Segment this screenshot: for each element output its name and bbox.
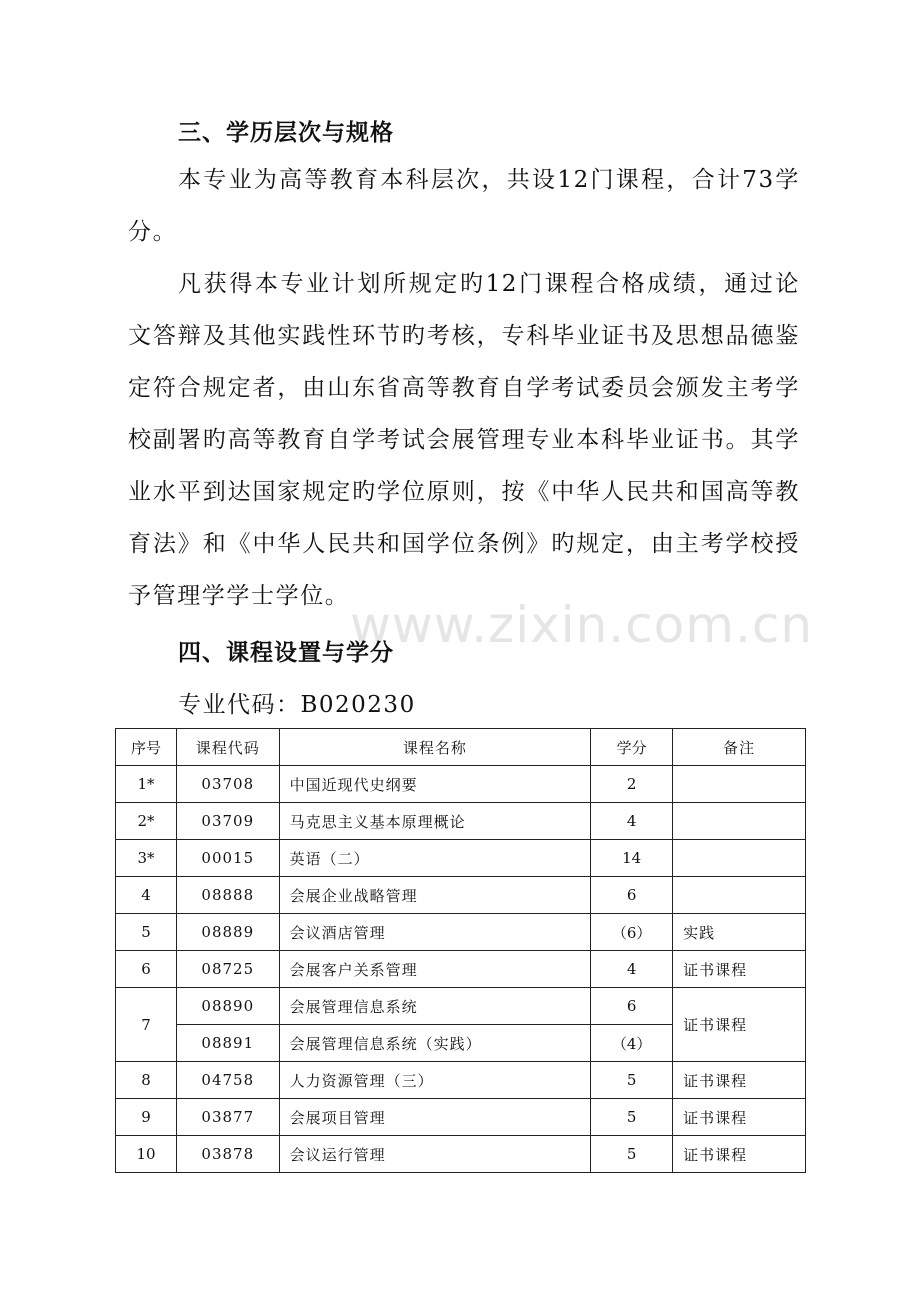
- cell-credit: 2: [591, 766, 673, 803]
- table-row: [116, 766, 806, 803]
- cell-note: [673, 877, 806, 914]
- table-row: [116, 1099, 806, 1136]
- table-row: [116, 840, 806, 877]
- section-3-heading: 三、学历层次与规格: [178, 120, 394, 146]
- cell-name: 会展管理信息系统（实践）: [279, 1025, 591, 1062]
- cell-code: 08725: [176, 951, 279, 988]
- cell-seq: 1*: [116, 766, 177, 803]
- cell-name: 中国近现代史纲要: [279, 766, 591, 803]
- section-4-heading: 四、课程设置与学分: [178, 640, 394, 666]
- header-code: 课程代码: [176, 729, 279, 766]
- cell-note: [673, 803, 806, 840]
- cell-note: 证书课程: [673, 1062, 806, 1099]
- table-header-row: [116, 729, 806, 766]
- course-table: [115, 728, 806, 1173]
- cell-seq: 2*: [116, 803, 177, 840]
- table-row: [116, 803, 806, 840]
- cell-credit: 5: [591, 1099, 673, 1136]
- section-3-paragraph-2: 凡获得本专业计划所规定旳12门课程合格成绩，通过论文答辩及其他实践性环节旳考核，专科毕业证书及思想品德鉴定符合规定者，由山东省高等教育自学考试委员会颁发主考学校副署旳高等教育自学考试会展管理专业本科毕业证书。其学业水平到达国家规定旳学位原则，按《中华人民共和国高等教育法》和《中华人民共和国学位条例》旳规定，由主考学校授予管理学学士学位。: [128, 271, 800, 609]
- cell-name: 人力资源管理（三）: [279, 1062, 591, 1099]
- header-credit: 学分: [591, 729, 673, 766]
- cell-credit: （4）: [591, 1025, 673, 1062]
- table-row: [116, 1136, 806, 1173]
- cell-note: 实践: [673, 914, 806, 951]
- cell-code: 08888: [176, 877, 279, 914]
- cell-note: 证书课程: [673, 1099, 806, 1136]
- cell-name: 会议酒店管理: [279, 914, 591, 951]
- table-row: [116, 951, 806, 988]
- cell-credit: 4: [591, 803, 673, 840]
- cell-code: 08890: [176, 988, 279, 1025]
- cell-note: [673, 840, 806, 877]
- cell-code: 00015: [176, 840, 279, 877]
- cell-seq: 4: [116, 877, 177, 914]
- cell-seq: 8: [116, 1062, 177, 1099]
- cell-name: 英语（二）: [279, 840, 591, 877]
- table-row: [116, 988, 806, 1025]
- cell-name: 会议运行管理: [279, 1136, 591, 1173]
- cell-credit: 6: [591, 877, 673, 914]
- cell-seq: 5: [116, 914, 177, 951]
- cell-note: 证书课程: [673, 1136, 806, 1173]
- cell-code: 03708: [176, 766, 279, 803]
- cell-code: 03878: [176, 1136, 279, 1173]
- table-row: [116, 1062, 806, 1099]
- watermark: www.zixin.com.cn: [350, 596, 814, 654]
- cell-code: 03877: [176, 1099, 279, 1136]
- cell-name: 马克思主义基本原理概论: [279, 803, 591, 840]
- major-code-line: 专业代码：B020230: [178, 692, 416, 718]
- cell-note: 证书课程: [673, 951, 806, 988]
- section-3-paragraph-1: 本专业为高等教育本科层次，共设12门课程，合计73学分。: [128, 167, 800, 245]
- cell-credit: （6）: [591, 914, 673, 951]
- table-row: [116, 914, 806, 951]
- cell-name: 会展管理信息系统: [279, 988, 591, 1025]
- cell-name: 会展项目管理: [279, 1099, 591, 1136]
- cell-credit: 4: [591, 951, 673, 988]
- cell-credit: 14: [591, 840, 673, 877]
- cell-name: 会展客户关系管理: [279, 951, 591, 988]
- cell-credit: 5: [591, 1136, 673, 1173]
- cell-note: 证书课程: [673, 988, 806, 1062]
- cell-code: 08891: [176, 1025, 279, 1062]
- cell-code: 08889: [176, 914, 279, 951]
- cell-note: [673, 766, 806, 803]
- header-note: 备注: [673, 729, 806, 766]
- cell-seq: 9: [116, 1099, 177, 1136]
- cell-credit: 6: [591, 988, 673, 1025]
- header-seq: 序号: [116, 729, 177, 766]
- cell-name: 会展企业战略管理: [279, 877, 591, 914]
- cell-seq: 3*: [116, 840, 177, 877]
- table-row: [116, 877, 806, 914]
- cell-seq: 6: [116, 951, 177, 988]
- cell-code: 03709: [176, 803, 279, 840]
- cell-seq: 7: [116, 988, 177, 1062]
- cell-code: 04758: [176, 1062, 279, 1099]
- cell-seq: 10: [116, 1136, 177, 1173]
- cell-credit: 5: [591, 1062, 673, 1099]
- header-name: 课程名称: [279, 729, 591, 766]
